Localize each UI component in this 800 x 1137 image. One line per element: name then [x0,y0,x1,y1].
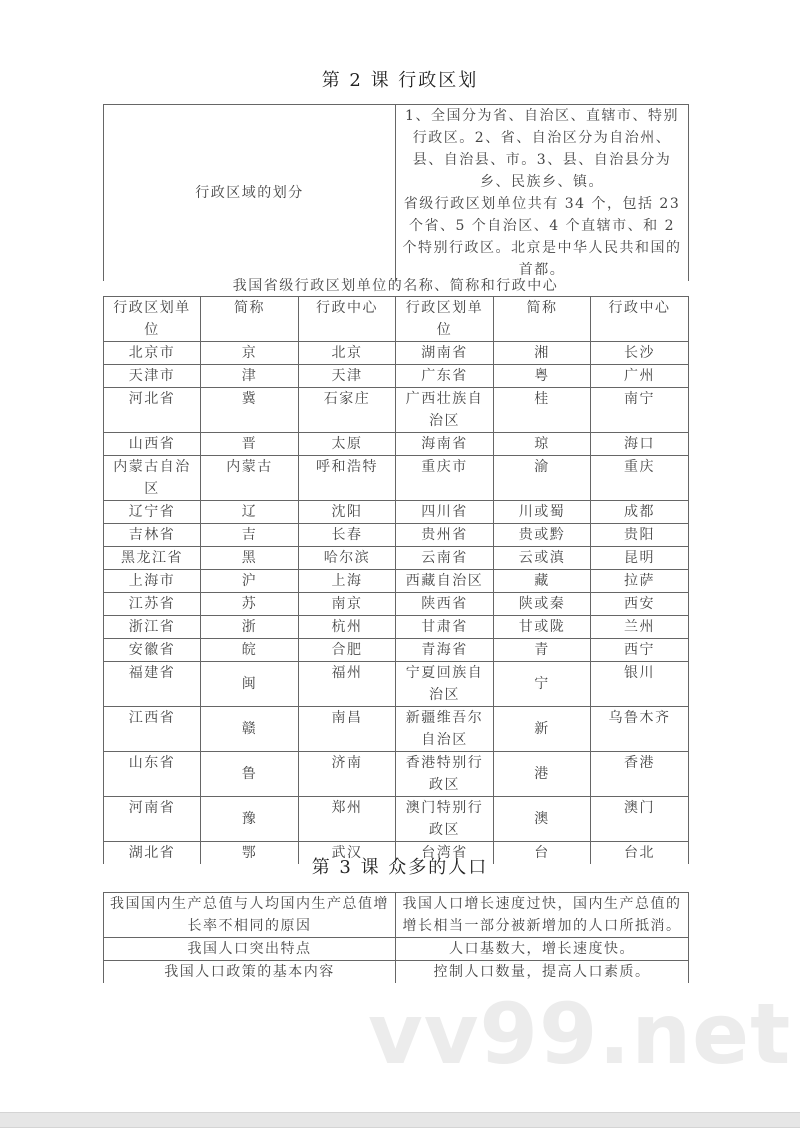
table-header-row [104,297,689,342]
table-cell: 武汉 [299,842,396,865]
table-row [104,593,689,616]
table-cell: 鄂 [201,842,299,865]
table-cell: 晋 [201,433,299,456]
table-cell: 黑 [201,547,299,570]
table-row [104,570,689,593]
table-cell: 哈尔滨 [299,547,396,570]
table-cell: 云南省 [396,547,494,570]
table-cell: 宁 [494,662,591,707]
table-row [104,752,689,797]
table-cell: 呼和浩特 [299,456,396,501]
table-row [104,547,689,570]
table-cell: 赣 [201,707,299,752]
column-header: 行政中心 [299,297,396,342]
table-cell: 鲁 [201,752,299,797]
table-cell: 贵阳 [591,524,689,547]
table-cell: 皖 [201,639,299,662]
table-cell: 辽 [201,501,299,524]
table-cell: 杭州 [299,616,396,639]
table-row [104,616,689,639]
table-cell: 沪 [201,570,299,593]
table-cell: 川或蜀 [494,501,591,524]
table-cell: 台北 [591,842,689,865]
table-cell: 长春 [299,524,396,547]
column-header: 简称 [494,297,591,342]
table-cell: 甘或陇 [494,616,591,639]
table-cell: 我国人口突出特点 [104,938,396,961]
table-caption: 我国省级行政区划单位的名称、简称和行政中心 [232,278,559,294]
table-cell: 辽宁省 [104,501,201,524]
table-cell: 兰州 [591,616,689,639]
watermark: vv99.net [368,985,792,1083]
table-cell: 山东省 [104,752,201,797]
table-cell: 天津 [299,365,396,388]
table-row [104,501,689,524]
table-cell: 上海 [299,570,396,593]
lesson-2-title: 第 2 课 行政区划 [321,70,479,91]
table-row [104,797,689,842]
table-cell: 苏 [201,593,299,616]
table-cell: 澳 [494,797,591,842]
table-cell: 广州 [591,365,689,388]
table-cell: 青海省 [396,639,494,662]
table-cell: 西安 [591,593,689,616]
table-cell: 台湾省 [396,842,494,865]
table-cell: 西宁 [591,639,689,662]
summary-content [396,105,689,282]
table-row [104,433,689,456]
table-cell: 重庆 [591,456,689,501]
table-cell: 郑州 [299,797,396,842]
table-cell: 南昌 [299,707,396,752]
column-header: 行政区划单位 [396,297,494,342]
table-cell: 控制人口数量，提高人口素质。 [396,961,689,984]
table-cell: 陕或秦 [494,593,591,616]
summary-line: 1、全国分为省、自治区、直辖市、特别行政区。2、省、自治区分为自治州、县、自治县、市。3、县、自治县分为乡、民族乡、镇。 [405,108,679,190]
table-cell: 吉 [201,524,299,547]
table-cell: 甘肃省 [396,616,494,639]
table-cell: 浙 [201,616,299,639]
table-row [104,388,689,433]
table-cell: 上海市 [104,570,201,593]
table-cell: 吉林省 [104,524,201,547]
table-row [104,938,689,961]
table-cell: 津 [201,365,299,388]
table-cell: 台 [494,842,591,865]
table-cell: 人口基数大，增长速度快。 [396,938,689,961]
table-cell: 福建省 [104,662,201,707]
table-cell: 太原 [299,433,396,456]
table-cell: 浙江省 [104,616,201,639]
table-cell: 闽 [201,662,299,707]
table-cell: 内蒙古 [201,456,299,501]
table-cell: 广东省 [396,365,494,388]
table-cell: 藏 [494,570,591,593]
table-cell: 澳门特别行政区 [396,797,494,842]
table-cell: 海口 [591,433,689,456]
table-cell: 成都 [591,501,689,524]
table-cell: 陕西省 [396,593,494,616]
table-cell: 江西省 [104,707,201,752]
table-cell: 贵州省 [396,524,494,547]
table-cell: 海南省 [396,433,494,456]
table-cell: 云或滇 [494,547,591,570]
table-row [104,961,689,984]
table-cell: 粤 [494,365,591,388]
column-header: 行政区划单位 [104,297,201,342]
table-cell: 香港特别行政区 [396,752,494,797]
table-cell: 重庆市 [396,456,494,501]
population-table [103,892,689,983]
column-header: 行政中心 [591,297,689,342]
province-table [103,296,689,864]
table-row [104,662,689,707]
table-cell: 青 [494,639,591,662]
table-row [104,105,689,282]
table-cell: 天津市 [104,365,201,388]
table-cell: 南京 [299,593,396,616]
table-cell: 银川 [591,662,689,707]
table-cell: 石家庄 [299,388,396,433]
table-cell: 沈阳 [299,501,396,524]
table-cell: 黑龙江省 [104,547,201,570]
table-cell: 澳门 [591,797,689,842]
summary-label: 行政区域的划分 [104,105,396,282]
table-cell: 广西壮族自治区 [396,388,494,433]
table-cell: 西藏自治区 [396,570,494,593]
table-cell: 我国人口政策的基本内容 [104,961,396,984]
table-cell: 京 [201,342,299,365]
table-cell: 长沙 [591,342,689,365]
lesson-3-title: 第 3 课 众多的人口 [311,857,489,878]
table-cell: 我国国内生产总值与人均国内生产总值增长率不相同的原因 [104,893,396,938]
table-cell: 内蒙古自治区 [104,456,201,501]
table-cell: 我国人口增长速度过快，国内生产总值的增长相当一部分被新增加的人口所抵消。 [396,893,689,938]
bottom-scroll-bar [0,1112,800,1128]
table-cell: 新 [494,707,591,752]
table-cell: 北京市 [104,342,201,365]
table-cell: 乌鲁木齐 [591,707,689,752]
table-row [104,893,689,938]
table-cell: 河北省 [104,388,201,433]
table-cell: 豫 [201,797,299,842]
table-cell: 湘 [494,342,591,365]
table-cell: 安徽省 [104,639,201,662]
table-row [104,639,689,662]
table-cell: 湖南省 [396,342,494,365]
admin-division-summary-table [103,104,689,281]
table-cell: 合肥 [299,639,396,662]
table-cell: 贵或黔 [494,524,591,547]
table-cell: 湖北省 [104,842,201,865]
table-cell: 济南 [299,752,396,797]
table-cell: 北京 [299,342,396,365]
table-cell: 宁夏回族自治区 [396,662,494,707]
table-cell: 四川省 [396,501,494,524]
table-cell: 南宁 [591,388,689,433]
table-row [104,456,689,501]
table-row [104,524,689,547]
table-cell: 福州 [299,662,396,707]
summary-line: 省级行政区划单位共有 34 个，包括 23 个省、5 个自治区、4 个直辖市、和 2 个特别行政区。北京是中华人民共和国的首都。 [402,196,682,278]
table-cell: 渝 [494,456,591,501]
table-cell: 香港 [591,752,689,797]
table-cell: 新疆维吾尔自治区 [396,707,494,752]
table-row [104,365,689,388]
table-cell: 琼 [494,433,591,456]
column-header: 简称 [201,297,299,342]
table-cell: 山西省 [104,433,201,456]
table-cell: 江苏省 [104,593,201,616]
table-cell: 河南省 [104,797,201,842]
table-cell: 昆明 [591,547,689,570]
table-cell: 港 [494,752,591,797]
table-row [104,707,689,752]
table-cell: 桂 [494,388,591,433]
table-cell: 拉萨 [591,570,689,593]
table-cell: 冀 [201,388,299,433]
table-row [104,342,689,365]
